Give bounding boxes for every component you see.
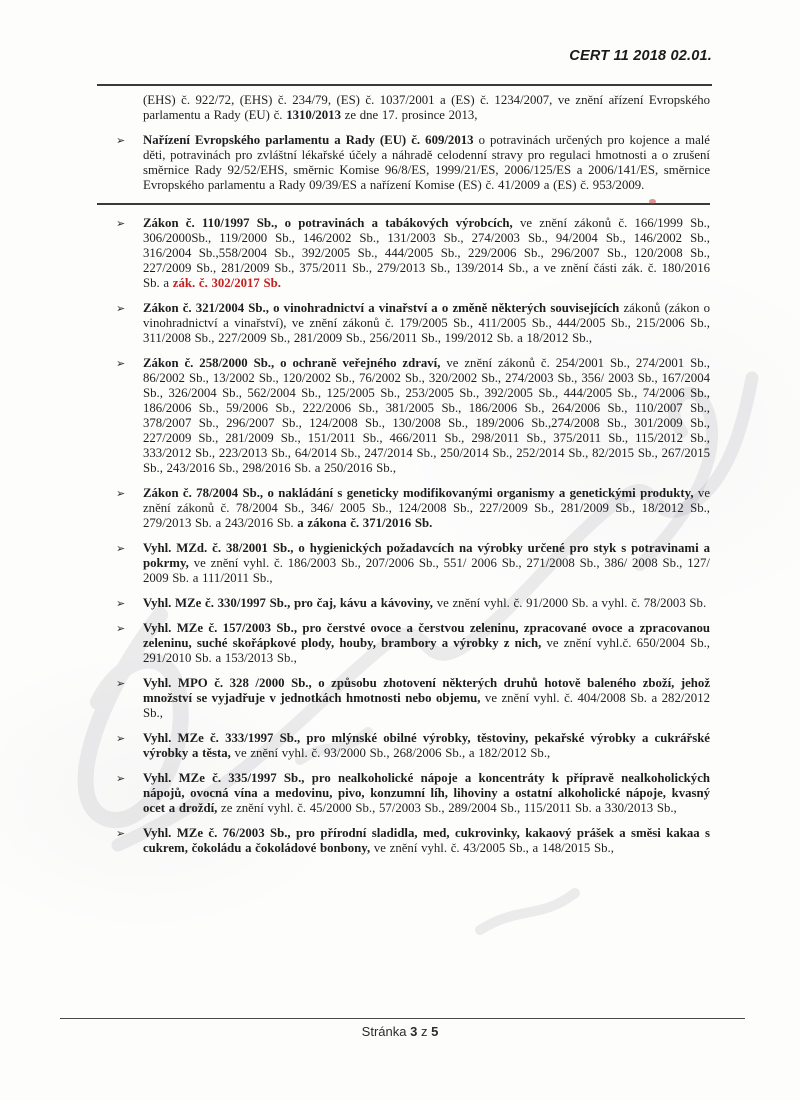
text-segment: ve znění vyhl. č. 43/2005 Sb., a 148/2015 Sb., (370, 841, 614, 855)
text-segment: ze dne 17. prosince 2013, (340, 108, 478, 122)
text-segment: zák. č. 302/2017 Sb. (172, 276, 281, 290)
arrow-bullet-icon: ➢ (116, 732, 126, 745)
text-segment: Vyhl. MZd. č. 38/2001 Sb., o hygienických požadavcích na výrobky určené pro styk s potravinami a pokrmy, (143, 541, 710, 570)
arrow-bullet-icon: ➢ (116, 772, 126, 785)
text-segment: Zákon č. 78/2004 Sb., o nakládání s geneticky modifikovanými organismy a genetickými produkty, (143, 486, 694, 500)
text-segment: ze znění vyhl. č. 45/2000 Sb., 57/2003 Sb., 289/2004 Sb., 115/2011 Sb. a 330/2013 Sb., (217, 801, 677, 815)
text-segment: a zákona č. 371/2016 Sb. (293, 516, 433, 530)
text-segment: o potravinách určených pro kojence a malé děti, potravinách pro zvláštní lékařské účely a náhradě celodenní stravy pro regulaci hmotnosti a o zrušení směrnice Rady 92/52/EHS, směrnic Komise 96/8/ES, 1999/21/ES, 2006/125/ES a 2006/141/ES, směrnice Evropského parlamentu a Rady 09/39/ES a nařízení Komise (ES) č. 41/2009 a (ES) č. 953/2009. (143, 133, 710, 192)
footer-total-pages: 5 (431, 1024, 439, 1039)
arrow-bullet-icon: ➢ (116, 134, 126, 147)
text-segment: Zákon č. 321/2004 Sb., o vinohradnictví a vinařství a o změně některých souvisejících (143, 301, 620, 315)
footer-of-word: z (420, 1024, 428, 1039)
list-item-38-2001 (116, 541, 710, 586)
text-segment: Vyhl. MPO č. 328 /2000 Sb., o způsobu zhotovení některých druhů hotově baleného zboží, jehož množství se vyjadřuje v jednotkách hmotnosti nebo objemu, (143, 676, 710, 705)
intro-paragraph (143, 93, 710, 123)
text-segment: Vyhl. MZe č. 330/1997 Sb., pro čaj, kávu a kávoviny, (143, 596, 433, 610)
arrow-bullet-icon: ➢ (116, 542, 126, 555)
header-divider (97, 84, 712, 86)
footer-divider (60, 1018, 745, 1019)
text-segment: Nařízení Evropského parlamentu a Rady (EU) č. 609/2013 (143, 133, 474, 147)
text-segment: 1310/2013 (286, 108, 341, 122)
arrow-bullet-icon: ➢ (116, 622, 126, 635)
text-segment: ve znění vyhl. č. 404/2008 Sb. a 282/2012 Sb., (143, 691, 710, 720)
list-item-258-2000 (116, 356, 711, 476)
list-item-328-2000 (116, 676, 710, 721)
text-segment: ve znění vyhl. č. 91/2000 Sb. a vyhl. č. 78/2003 Sb. (433, 596, 707, 610)
text-segment: Vyhl. MZe č. 76/2003 Sb., pro přírodní sladidla, med, cukrovinky, kakaový prášek a směsi kakaa s cukrem, čokoládu a čokoládové bonbony, (143, 826, 710, 855)
text-segment: zákonů (zákon o vinohradnictví a vinařství), ve znění zákonů č. 179/2005 Sb., 411/2005 Sb., 444/2005 Sb., 215/2006 Sb., 311/2008 Sb., 227/2009 Sb., 281/2009 Sb., 256/2011 Sb., 199/2012 Sb. a 18/2012 Sb., (143, 301, 710, 345)
list-item-335-1997 (116, 771, 710, 816)
list-item-330-1997 (116, 596, 710, 611)
document-body (116, 93, 711, 866)
arrow-bullet-icon: ➢ (116, 827, 126, 840)
text-segment: Vyhl. MZe č. 157/2003 Sb., pro čerstvé ovoce a čerstvou zeleninu, zpracované ovoce a zpracovanou zeleninu, suché skořápkové plody, houby, brambory a výrobky z nich, (143, 621, 710, 650)
arrow-bullet-icon: ➢ (116, 357, 126, 370)
text-segment: ve znění zákonů č. 78/2004 Sb., 346/ 2005 Sb., 124/2008 Sb., 227/2009 Sb., 281/2009 Sb., 18/2012 Sb., 279/2013 Sb. a 243/2016 Sb. (143, 486, 711, 530)
arrow-bullet-icon: ➢ (116, 487, 126, 500)
footer-prefix: Stránka (361, 1024, 407, 1039)
text-segment: Zákon č. 258/2000 Sb., o ochraně veřejného zdraví, (143, 356, 441, 370)
text-segment: ve znění vyhl. č. 93/2000 Sb., 268/2006 Sb., a 182/2012 Sb., (230, 746, 551, 760)
text-segment: ve znění vyhl. č. 186/2003 Sb., 207/2006 Sb., 551/ 2006 Sb., 271/2008 Sb., 386/ 2008 Sb., 127/ 2009 Sb. a 111/2011 Sb., (143, 556, 710, 585)
list-item-321-2004 (116, 301, 710, 346)
section-divider (97, 203, 710, 205)
arrow-bullet-icon: ➢ (116, 217, 126, 230)
list-item-157-2003 (116, 621, 711, 666)
text-segment: ve znění zákonů č. 254/2001 Sb., 274/2001 Sb., 86/2002 Sb., 13/2002 Sb., 120/2002 Sb., 76/2002 Sb., 320/2002 Sb., 274/2003 Sb., 356/ 2003 Sb., 167/2004 Sb., 326/2004 Sb., 562/2004 Sb., 125/2005 Sb., 253/2005 Sb., 392/2005 Sb., 444/2005 Sb., 74/2006 Sb., 186/2006 Sb., 59/2006 Sb., 222/2006 Sb., 381/2005 Sb., 186/2006 Sb., 264/2006 Sb., 110/2007 Sb., 378/2007 Sb., 296/2007 Sb., 124/2008 Sb., 130/2008 Sb., 189/2006 Sb.,274/2008 Sb., 301/2009 Sb., 227/2009 Sb., 281/2009 Sb., 151/2011 Sb., 466/2011 Sb., 298/2011 Sb., 375/2011 Sb., 115/2012 Sb., 333/2012 Sb., 223/2013 Sb., 64/2014 Sb., 247/2014 Sb., 250/2014 Sb., 252/2014 Sb., 82/2015 Sb., 267/2015 Sb., 243/2016 Sb., 298/2016 Sb. a 250/2016 Sb., (143, 356, 711, 475)
text-segment: Vyhl. MZe č. 335/1997 Sb., pro nealkoholické nápoje a koncentráty k přípravě nealkoholických nápojů, ovocná vína a medovinu, pivo, konzumní líh, lihoviny a ostatní alkoholické nápoje, kvasný ocet a droždí, (143, 771, 710, 815)
text-segment: ve znění vyhl.č. 650/2004 Sb., 291/2010 Sb. a 153/2013 Sb., (143, 636, 711, 665)
text-segment: ve znění zákonů č. 166/1999 Sb., 306/2000Sb., 119/2000 Sb., 146/2002 Sb., 131/2003 Sb., 274/2003 Sb., 94/2004 Sb., 146/2002 Sb., 316/2004 Sb.,558/2004 Sb., 392/2005 Sb., 444/2005 Sb., 229/2006 Sb., 296/2007 Sb., 120/2008 Sb., 227/2009 Sb., 281/2009 Sb., 375/2011 Sb., 279/2013 Sb., 139/2014 Sb., a ve znění části zák. č. 180/2016 Sb. a (143, 216, 711, 290)
arrow-bullet-icon: ➢ (116, 677, 126, 690)
arrow-bullet-icon: ➢ (116, 302, 126, 315)
list-item-110-1997 (116, 216, 711, 291)
text-segment: Zákon č. 110/1997 Sb., o potravinách a tabákových výrobcích, (143, 216, 513, 230)
footer-page-number: 3 (410, 1024, 418, 1039)
red-ink-mark (649, 199, 656, 204)
text-segment: (EHS) č. 922/72, (EHS) č. 234/79, (ES) č. 1037/2001 a (ES) č. 1234/2007, ve znění ařízení Evropského parlamentu a Rady (EU) č. (143, 93, 710, 122)
list-item-78-2004 (116, 486, 711, 531)
page-footer (0, 1024, 800, 1039)
text-segment: Vyhl. MZe č. 333/1997 Sb., pro mlýnské obilné výrobky, těstoviny, pekařské výrobky a cukrářské výrobky a těsta, (143, 731, 710, 760)
list-item-333-1997 (116, 731, 710, 761)
arrow-bullet-icon: ➢ (116, 597, 126, 610)
list-item-76-2003 (116, 826, 710, 856)
document-code: CERT 11 2018 02.01. (569, 48, 712, 64)
list-item-609-2013 (116, 133, 710, 193)
